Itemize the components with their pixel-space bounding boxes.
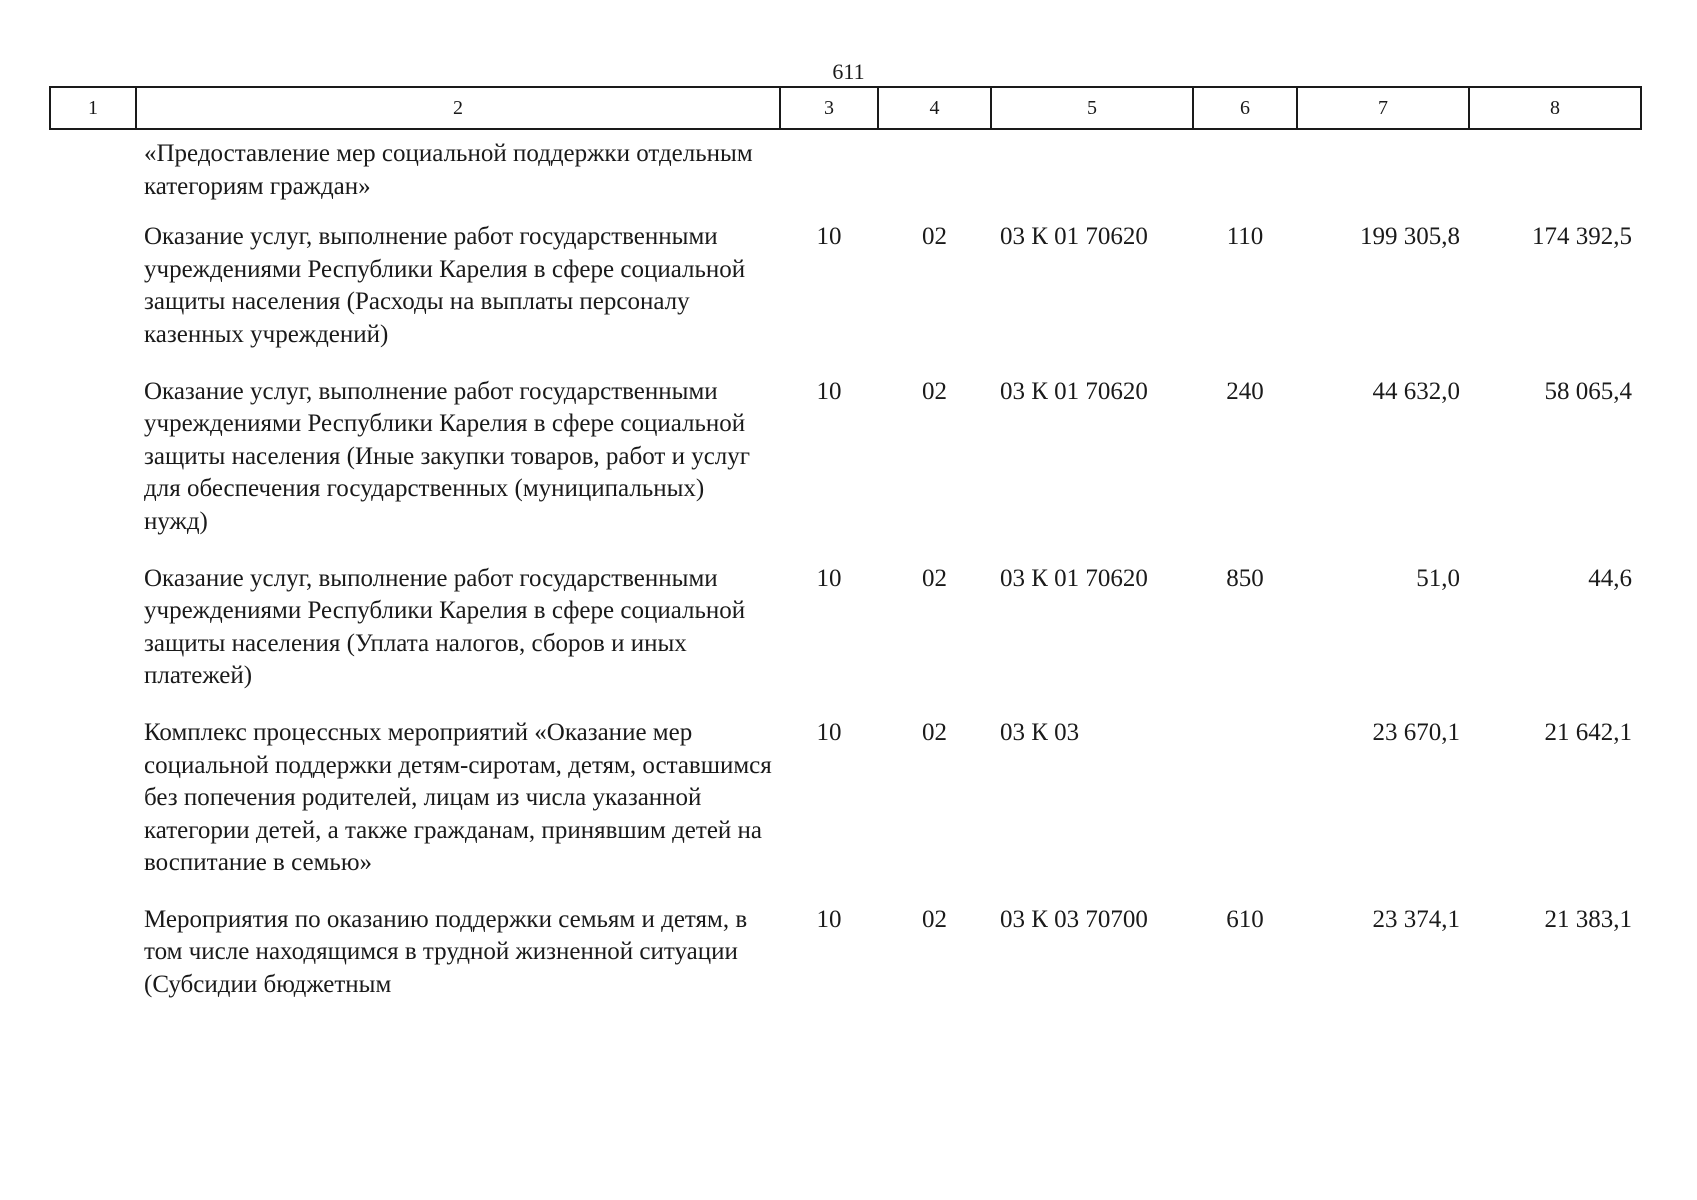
column-header-7: 7 (1297, 87, 1469, 129)
row-amount-2: 174 392,5 (1532, 223, 1632, 251)
row-description: Оказание услуг, выполнение работ государственными учреждениями Республики Карелия в сфере социальной защиты населения (Иные закупки товаров, работ и услуг для обеспечения государственных (муниципальных) нужд) (144, 377, 751, 535)
row-amount-1 (1297, 129, 1469, 211)
row-amount-1: 23 374,1 (1372, 905, 1460, 933)
row-section: 10 (816, 223, 842, 251)
row-target-article: 03 К 03 70700 (1000, 905, 1148, 933)
row-expense-type (1193, 129, 1297, 211)
row-subsection: 02 (922, 905, 947, 933)
table-row (50, 553, 1641, 707)
row-expense-type: 240 (1226, 377, 1264, 405)
column-header-4: 4 (878, 87, 991, 129)
row-section (780, 129, 878, 211)
row-target-article: 03 К 01 70620 (1000, 564, 1148, 592)
row-description: Мероприятия по оказанию поддержки семьям и детям, в том числе находящимся в трудной жизненной ситуации (Субсидии бюджетным (144, 905, 748, 999)
page-number: 611 (832, 59, 865, 84)
column-header-2: 2 (136, 87, 780, 129)
row-amount-2: 21 642,1 (1544, 718, 1632, 746)
row-subsection: 02 (922, 223, 947, 251)
column-number-header-row (50, 87, 1641, 129)
column-header-5: 5 (991, 87, 1193, 129)
row-subsection: 02 (922, 377, 947, 405)
column-header-3: 3 (780, 87, 878, 129)
table-row (50, 211, 1641, 365)
row-amount-1: 51,0 (1416, 564, 1460, 592)
row-target-article: 03 К 03 (1000, 718, 1080, 746)
row-expense-type (1193, 707, 1297, 894)
column-header-6: 6 (1193, 87, 1297, 129)
column-header-8: 8 (1469, 87, 1641, 129)
row-section: 10 (816, 377, 842, 405)
row-section: 10 (816, 564, 842, 592)
row-amount-2: 44,6 (1588, 564, 1632, 592)
table-row (50, 707, 1641, 894)
row-description: Комплекс процессных мероприятий «Оказание мер социальной поддержки детям-сиротам, детям, оставшимся без попечения родителей, лицам из числа указанной категории детей, а также гражданам, принявшим детей на воспитание в семью» (144, 718, 772, 877)
column-header-1: 1 (50, 87, 136, 129)
row-description: Оказание услуг, выполнение работ государственными учреждениями Республики Карелия в сфере социальной защиты населения (Уплата налогов, сборов и иных платежей) (144, 564, 746, 690)
table-row (50, 894, 1641, 1016)
row-description: «Предоставление мер социальной поддержки отдельным категориям граждан» (144, 140, 753, 200)
row-subsection: 02 (922, 718, 947, 746)
row-expense-type: 850 (1226, 564, 1264, 592)
row-expense-type: 610 (1226, 905, 1264, 933)
row-subsection (878, 129, 991, 211)
row-section: 10 (816, 905, 842, 933)
row-amount-2: 58 065,4 (1544, 377, 1632, 405)
row-amount-1: 23 670,1 (1372, 718, 1460, 746)
row-amount-1: 44 632,0 (1372, 377, 1460, 405)
table-row (50, 366, 1641, 553)
row-target-article: 03 К 01 70620 (1000, 377, 1148, 405)
table-row (50, 129, 1641, 211)
row-subsection: 02 (922, 564, 947, 592)
row-amount-2: 21 383,1 (1544, 905, 1632, 933)
budget-table (49, 86, 1642, 1016)
row-target-article (991, 129, 1193, 211)
row-target-article: 03 К 01 70620 (1000, 223, 1148, 251)
row-description: Оказание услуг, выполнение работ государственными учреждениями Республики Карелия в сфере социальной защиты населения (Расходы на выплаты персоналу казенных учреждений) (144, 223, 746, 348)
row-amount-1: 199 305,8 (1360, 223, 1460, 251)
row-amount-2 (1469, 129, 1641, 211)
row-expense-type: 110 (1226, 223, 1264, 251)
row-section: 10 (816, 718, 842, 746)
